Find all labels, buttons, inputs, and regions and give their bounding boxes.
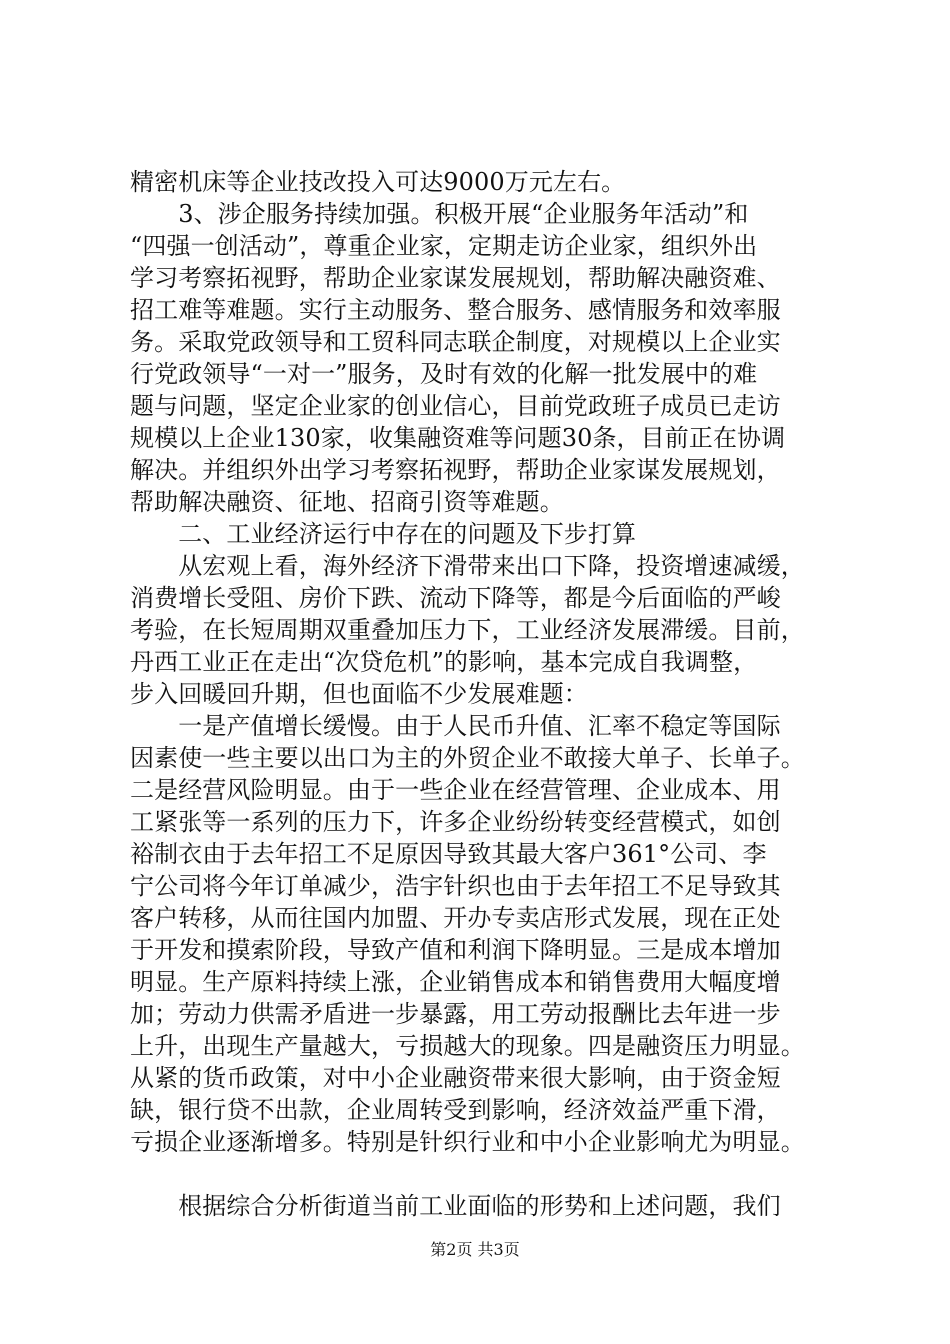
- text-line: 招工难等难题。实行主动服务、整合服务、感情服务和效率服: [130, 296, 781, 324]
- text-line: 因素使一些主要以出口为主的外贸企业不敢接大单子、长单子。: [130, 744, 805, 772]
- text-line: 加；劳动力供需矛盾进一步暴露，用工劳动报酬比去年进一步: [130, 1000, 781, 1028]
- text-line: 解决。并组织外出学习考察拓视野，帮助企业家谋发展规划，: [130, 456, 781, 484]
- text-line: 帮助解决融资、征地、招商引资等难题。: [130, 488, 564, 516]
- paragraph-gap: [130, 1158, 850, 1190]
- page-footer: 第2页 共3页: [430, 1240, 520, 1259]
- text-line: 3、涉企服务持续加强。积极开展“企业服务年活动”和: [130, 200, 749, 228]
- text-line: 步入回暖回升期，但也面临不少发展难题：: [130, 680, 588, 708]
- closing-line: 根据综合分析街道当前工业面临的形势和上述问题，我们: [130, 1192, 781, 1220]
- text-line: 从紧的货币政策，对中小企业融资带来很大影响，由于资金短: [130, 1064, 781, 1092]
- text-line: 缺，银行贷不出款，企业周转受到影响，经济效益严重下滑，: [130, 1096, 781, 1124]
- text-line: 规模以上企业130家，收集融资难等问题30条，目前正在协调: [130, 424, 786, 452]
- text-line: 消费增长受阻、房价下跌、流动下降等，都是今后面临的严峻: [130, 584, 781, 612]
- text-line: 裕制衣由于去年招工不足原因导致其最大客户361°公司、李: [130, 840, 767, 868]
- text-line: 二是经营风险明显。由于一些企业在经营管理、企业成本、用: [130, 776, 781, 804]
- text-line: 学习考察拓视野，帮助企业家谋发展规划，帮助解决融资难、: [130, 264, 781, 292]
- text-line: 宁公司将今年订单减少，浩宇针织也由于去年招工不足导致其: [130, 872, 781, 900]
- text-line: 精密机床等企业技改投入可达9000万元左右。: [130, 168, 626, 196]
- text-line: 题与问题，坚定企业家的创业信心，目前党政班子成员已走访: [130, 392, 781, 420]
- text-line: “四强一创活动”，尊重企业家，定期走访企业家，组织外出: [130, 232, 758, 260]
- text-line: 明显。生产原料持续上涨，企业销售成本和销售费用大幅度增: [130, 968, 781, 996]
- text-line: 一是产值增长缓慢。由于人民币升值、汇率不稳定等国际: [130, 712, 781, 740]
- text-line: 亏损企业逐渐增多。特别是针织行业和中小企业影响尤为明显。: [130, 1128, 805, 1156]
- text-line: 客户转移，从而往国内加盟、开办专卖店形式发展，现在正处: [130, 904, 781, 932]
- text-line: 丹西工业正在走出“次贷危机”的影响，基本完成自我调整，: [130, 648, 758, 676]
- text-line: 考验，在长短周期双重叠加压力下，工业经济发展滞缓。目前，: [130, 616, 805, 644]
- body-text: [130, 166, 850, 1222]
- text-line: 上升，出现生产量越大，亏损越大的现象。四是融资压力明显。: [130, 1032, 805, 1060]
- text-line: 从宏观上看，海外经济下滑带来出口下降，投资增速减缓，: [130, 552, 805, 580]
- text-line: 务。采取党政领导和工贸科同志联企制度，对规模以上企业实: [130, 328, 781, 356]
- text-line: 于开发和摸索阶段，导致产值和利润下降明显。三是成本增加: [130, 936, 781, 964]
- section-heading: 二、工业经济运行中存在的问题及下步打算: [130, 520, 637, 548]
- text-line: 工紧张等一系列的压力下，许多企业纷纷转变经营模式，如创: [130, 808, 781, 836]
- text-line: 行党政领导“一对一”服务，及时有效的化解一批发展中的难: [130, 360, 758, 388]
